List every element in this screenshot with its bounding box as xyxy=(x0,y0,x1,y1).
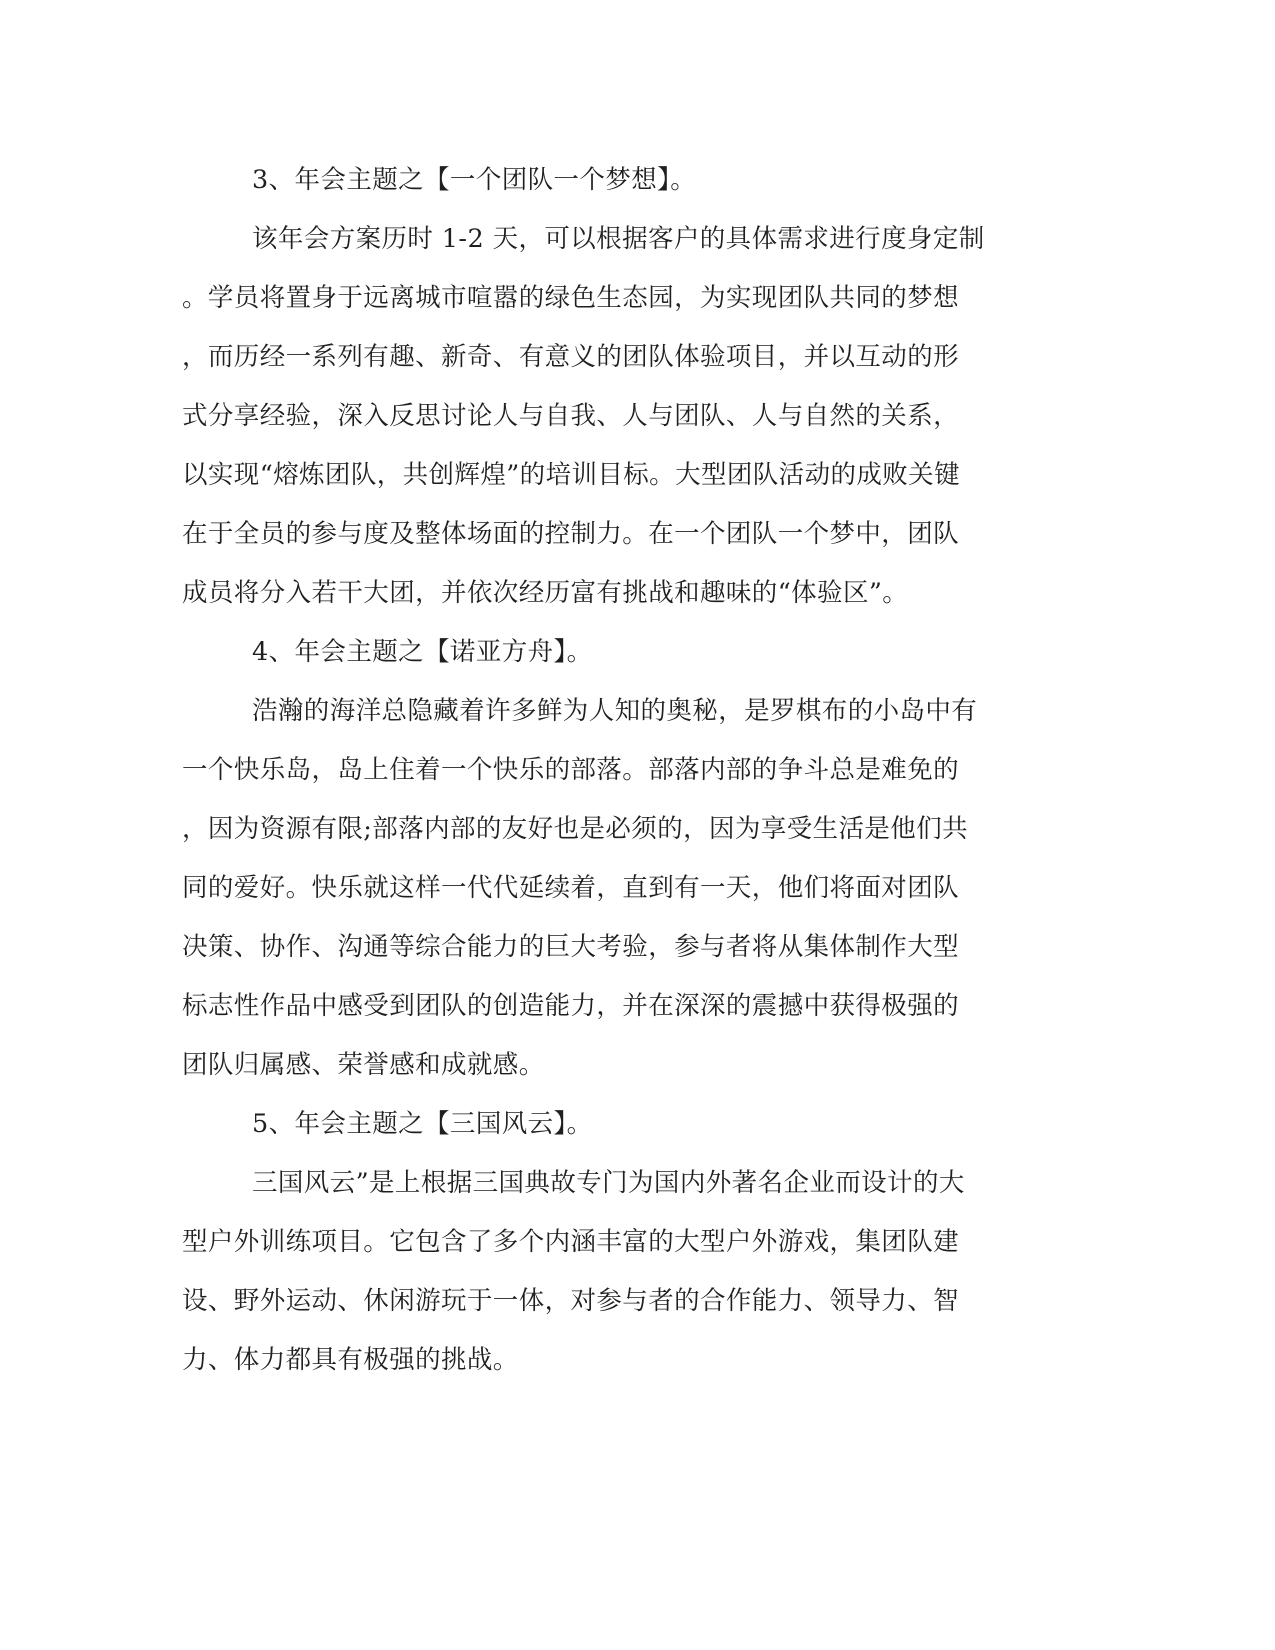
paragraph-line: 力、体力都具有极强的挑战。 xyxy=(182,1345,519,1375)
paragraph-line: 标志性作品中感受到团队的创造能力，并在深深的震撼中获得极强的 xyxy=(182,991,960,1021)
heading-3: 3、年会主题之【一个团队一个梦想】。 xyxy=(252,165,697,195)
paragraph-line: 式分享经验，深入反思讨论人与自我、人与团队、人与自然的关系， xyxy=(182,401,960,431)
heading-5: 5、年会主题之【三国风云】。 xyxy=(252,1109,593,1139)
paragraph-line: 一个快乐岛，岛上住着一个快乐的部落。部落内部的争斗总是难免的 xyxy=(182,755,960,785)
heading-4: 4、年会主题之【诺亚方舟】。 xyxy=(252,637,593,667)
paragraph-line: 设、野外运动、休闲游玩于一体，对参与者的合作能力、领导力、智 xyxy=(182,1286,960,1316)
paragraph-line: 。学员将置身于远离城市喧嚣的绿色生态园，为实现团队共同的梦想 xyxy=(182,283,960,313)
paragraph-line: 在于全员的参与度及整体场面的控制力。在一个团队一个梦中，团队 xyxy=(182,519,960,549)
paragraph-line: 决策、协作、沟通等综合能力的巨大考验，参与者将从集体制作大型 xyxy=(182,932,960,962)
paragraph-line: 该年会方案历时 1-2 天，可以根据客户的具体需求进行度身定制 xyxy=(252,224,985,254)
paragraph-line: 浩瀚的海洋总隐藏着许多鲜为人知的奥秘，是罗棋布的小岛中有 xyxy=(252,696,978,726)
paragraph-line: ，而历经一系列有趣、新奇、有意义的团队体验项目，并以互动的形 xyxy=(182,342,960,372)
paragraph-line: 三国风云”是上根据三国典故专门为国内外著名企业而设计的大 xyxy=(252,1168,965,1198)
paragraph-line: 同的爱好。快乐就这样一代代延续着，直到有一天，他们将面对团队 xyxy=(182,873,960,903)
paragraph-line: 以实现“熔炼团队，共创辉煌”的培训目标。大型团队活动的成败关键 xyxy=(182,460,960,490)
paragraph-line: ，因为资源有限;部落内部的友好也是必须的，因为享受生活是他们共 xyxy=(182,814,968,844)
paragraph-line: 团队归属感、荣誉感和成就感。 xyxy=(182,1050,545,1080)
paragraph-line: 成员将分入若干大团，并依次经历富有挑战和趣味的“体验区”。 xyxy=(182,578,909,608)
paragraph-line: 型户外训练项目。它包含了多个内涵丰富的大型户外游戏，集团队建 xyxy=(182,1227,960,1257)
